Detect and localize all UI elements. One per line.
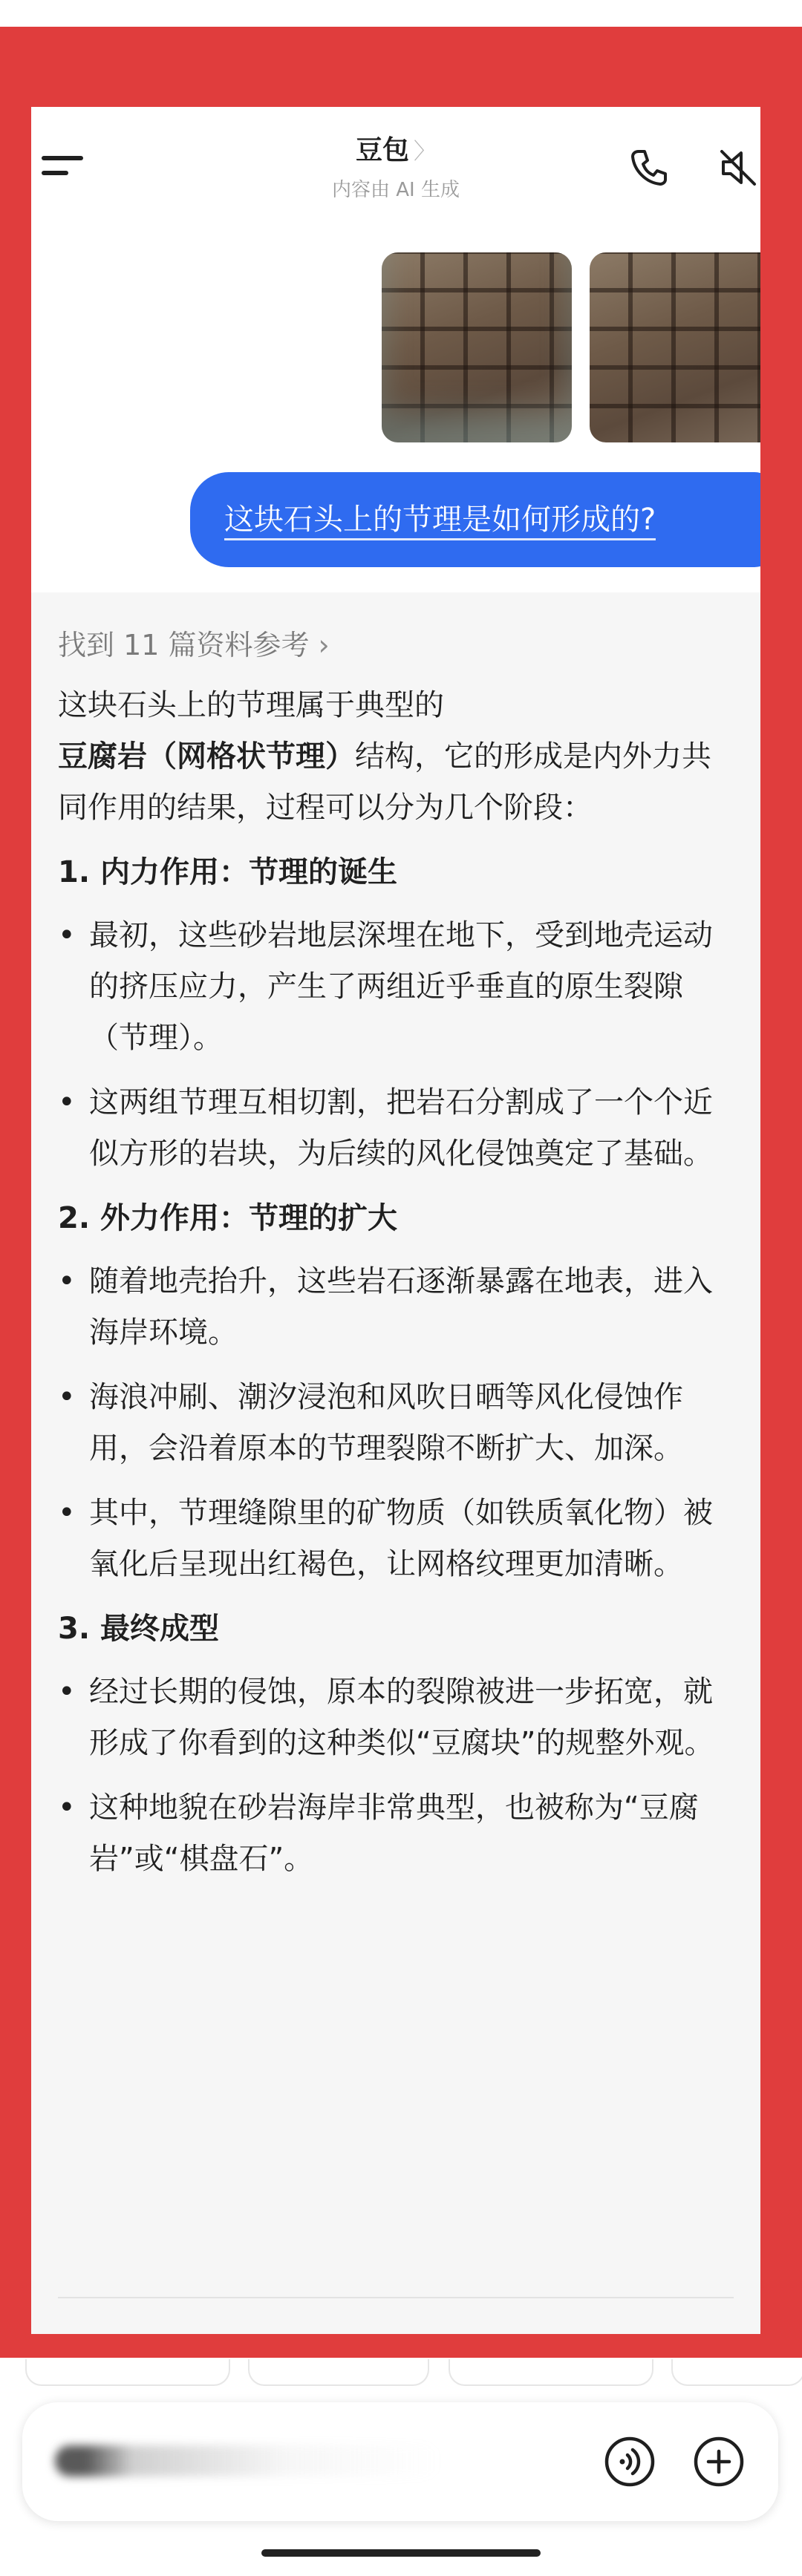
user-question-text: 这块石头上的节理是如何形成的? (224, 503, 656, 540)
chevron-right-icon: 〉 (414, 139, 436, 165)
suggestion-chip[interactable] (248, 2359, 429, 2386)
list-item: • 这两组节理互相切割，把岩石分割成了一个个近似方形的岩块，为后续的风化侵蚀奠定了基础。 (58, 1077, 726, 1180)
list-item: • 随着地壳抬升，这些岩石逐渐暴露在地表，进入海岸环境。 (58, 1256, 726, 1359)
bot-name-label: 豆包 (355, 135, 409, 166)
status-bar (0, 0, 802, 27)
bot-answer (31, 592, 760, 2334)
mute-speaker-icon[interactable] (714, 144, 760, 192)
suggestion-chips (0, 2359, 802, 2389)
section-heading: 1. 内力作用：节理的诞生 (58, 855, 397, 889)
intro-bold-term: 豆腐岩（网格状节理） (58, 739, 355, 774)
suggestion-chip[interactable] (671, 2359, 802, 2386)
home-indicator[interactable] (261, 2549, 541, 2557)
answer-body (58, 680, 726, 1898)
ai-generated-note: 内容由 AI 生成 (332, 179, 460, 201)
voice-input-icon[interactable] (603, 2435, 656, 2488)
list-item: • 其中，节理缝隙里的矿物质（如铁质氧化物）被氧化后呈现出红褐色，让网格纹理更加清晰。 (58, 1488, 726, 1590)
references-link[interactable] (58, 622, 330, 663)
answer-intro (58, 680, 726, 834)
chat-screen (31, 107, 760, 2334)
suggestion-chip[interactable] (449, 2359, 653, 2386)
uploaded-photo-1[interactable] (382, 252, 572, 442)
intro-text: 这块石头上的节理属于典型的 (58, 688, 444, 722)
list-item: • 这种地貌在砂岩海岸非常典型，也被称为“豆腐岩”或“棋盘石”。 (58, 1782, 726, 1885)
suggestion-chip[interactable] (25, 2359, 230, 2386)
chevron-right-icon: › (318, 629, 330, 661)
annotation-frame (0, 27, 802, 2358)
list-item: • 经过长期的侵蚀，原本的裂隙被进一步拓宽，就形成了你看到的这种类似“豆腐块”的规整外观。 (58, 1667, 726, 1769)
answer-divider (58, 2297, 734, 2298)
plus-icon[interactable] (692, 2435, 746, 2488)
user-question-bubble[interactable] (190, 472, 760, 567)
section-heading: 3. 最终成型 (58, 1612, 219, 1646)
list-item: • 最初，这些砂岩地层深埋在地下，受到地壳运动的挤压应力，产生了两组近乎垂直的原生裂隙（节理）。 (58, 910, 726, 1064)
intro-text-rest: 结构，它的形成是内外力共同作用的结果，过程可以分为几个阶段： (58, 739, 711, 825)
section-heading: 2. 外力作用：节理的扩大 (58, 1201, 397, 1235)
chat-header (31, 107, 760, 226)
uploaded-photo-2[interactable] (590, 252, 760, 442)
list-item: • 海浪冲刷、潮汐浸泡和风吹日晒等风化侵蚀作用，会沿着原本的节理裂隙不断扩大、加深。 (58, 1372, 726, 1474)
phone-icon[interactable] (625, 144, 673, 192)
references-label: 找到 11 篇资料参考 (58, 629, 310, 661)
message-input-obscured[interactable] (55, 2445, 441, 2477)
message-input-bar[interactable] (22, 2402, 778, 2521)
